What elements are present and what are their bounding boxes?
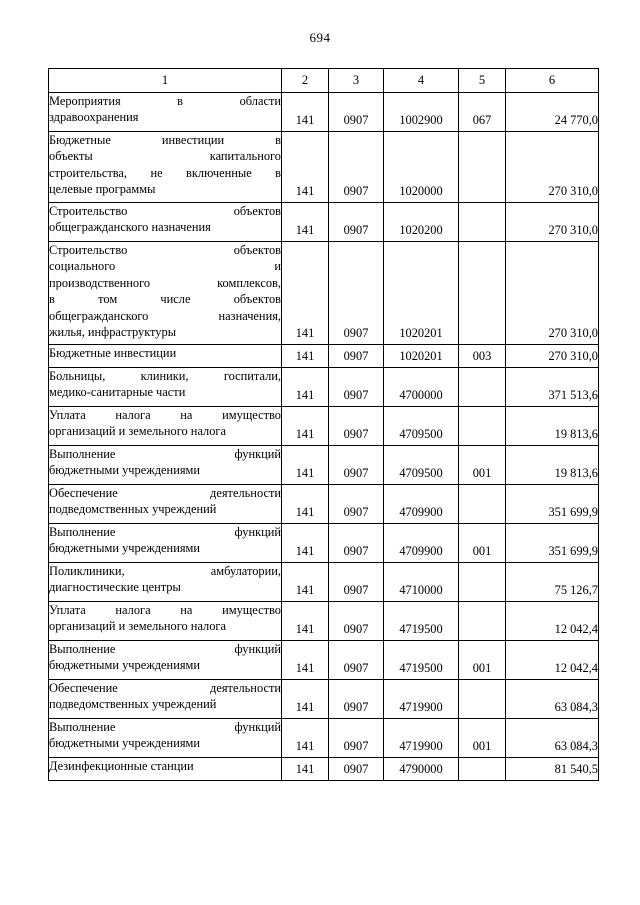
row-amount: 12 042,4 (506, 641, 599, 680)
row-target-code: 4710000 (384, 563, 459, 602)
row-chapter-code: 141 (282, 641, 329, 680)
row-chapter-code: 141 (282, 242, 329, 345)
row-amount: 270 310,0 (506, 203, 599, 242)
row-amount: 270 310,0 (506, 242, 599, 345)
row-target-code: 4709900 (384, 485, 459, 524)
row-target-code: 1020200 (384, 203, 459, 242)
row-expense-type-code (459, 758, 506, 781)
row-label-line: здравоохранения (49, 110, 139, 125)
row-target-code: 4700000 (384, 368, 459, 407)
row-label-line: бюджетными учреждениями (49, 658, 200, 673)
row-expense-type-code (459, 680, 506, 719)
table-row (49, 345, 599, 368)
row-target-code: 4719500 (384, 602, 459, 641)
table-row (49, 93, 599, 132)
row-label-line: Дезинфекционные станции (49, 759, 194, 773)
row-label-line: общегражданского назначения (49, 220, 211, 235)
column-header-3: 3 (329, 69, 384, 93)
row-label-line: Больницы, клиники, госпитали, (49, 369, 281, 383)
row-chapter-code: 141 (282, 485, 329, 524)
row-chapter-code: 141 (282, 758, 329, 781)
table-row (49, 485, 599, 524)
row-label-line: бюджетными учреждениями (49, 463, 200, 478)
column-header-5: 5 (459, 69, 506, 93)
row-label (49, 345, 282, 368)
row-target-code: 4719900 (384, 680, 459, 719)
row-label-line: в том числе объектов (49, 292, 281, 307)
row-expense-type-code (459, 132, 506, 203)
row-label (49, 602, 282, 641)
row-target-code: 4719900 (384, 719, 459, 758)
row-label (49, 680, 282, 719)
row-section-code: 0907 (329, 680, 384, 719)
row-section-code: 0907 (329, 524, 384, 563)
table-row (49, 524, 599, 563)
row-label-line: Выполнение функций (49, 720, 281, 734)
row-target-code: 1020201 (384, 242, 459, 345)
row-amount: 81 540,5 (506, 758, 599, 781)
row-section-code: 0907 (329, 203, 384, 242)
table-row (49, 407, 599, 446)
row-label (49, 203, 282, 242)
table-row (49, 132, 599, 203)
row-label-line: Строительство объектов (49, 243, 281, 257)
row-label-line: строительства, не включенные в (49, 165, 281, 180)
row-chapter-code: 141 (282, 407, 329, 446)
column-header-2: 2 (282, 69, 329, 93)
row-label (49, 719, 282, 758)
row-expense-type-code: 001 (459, 719, 506, 758)
row-expense-type-code: 003 (459, 345, 506, 368)
row-section-code: 0907 (329, 719, 384, 758)
row-amount: 270 310,0 (506, 132, 599, 203)
row-expense-type-code: 001 (459, 641, 506, 680)
row-chapter-code: 141 (282, 563, 329, 602)
table-body (49, 93, 599, 781)
row-chapter-code: 141 (282, 368, 329, 407)
row-label-line: организаций и земельного налога (49, 619, 227, 634)
row-label-line: Выполнение функций (49, 642, 281, 656)
row-label-line: Уплата налога на имущество (49, 603, 281, 617)
row-section-code: 0907 (329, 758, 384, 781)
table-row (49, 563, 599, 602)
row-chapter-code: 141 (282, 680, 329, 719)
row-label-line: медико-санитарные части (49, 385, 186, 400)
row-label-line: жилья, инфраструктуры (49, 324, 177, 339)
row-section-code: 0907 (329, 602, 384, 641)
budget-table-container (48, 68, 598, 781)
row-chapter-code: 141 (282, 345, 329, 368)
row-chapter-code: 141 (282, 524, 329, 563)
row-amount: 351 699,9 (506, 524, 599, 563)
row-amount: 63 084,3 (506, 719, 599, 758)
row-label-line: объекты капитального (49, 149, 281, 164)
row-label-line: общегражданского назначения, (49, 308, 281, 323)
row-target-code: 1002900 (384, 93, 459, 132)
row-label (49, 641, 282, 680)
table-header-row (49, 69, 599, 93)
row-label-line: Мероприятия в области (49, 94, 281, 108)
budget-table (48, 68, 599, 781)
table-row (49, 368, 599, 407)
row-label-line: Обеспечение деятельности (49, 681, 281, 695)
row-label-line: производственного комплексов, (49, 275, 281, 290)
row-label-line: Уплата налога на имущество (49, 408, 281, 422)
row-section-code: 0907 (329, 446, 384, 485)
row-label-line: подведомственных учреждений (49, 697, 217, 712)
row-label-line: бюджетными учреждениями (49, 736, 200, 751)
row-label (49, 485, 282, 524)
row-label-line: бюджетными учреждениями (49, 541, 200, 556)
row-chapter-code: 141 (282, 719, 329, 758)
row-label (49, 524, 282, 563)
row-amount: 12 042,4 (506, 602, 599, 641)
row-chapter-code: 141 (282, 132, 329, 203)
row-chapter-code: 141 (282, 93, 329, 132)
row-label-line: Выполнение функций (49, 447, 281, 461)
row-label-line: социального и (49, 259, 281, 274)
table-row (49, 602, 599, 641)
column-header-4: 4 (384, 69, 459, 93)
table-row (49, 680, 599, 719)
row-section-code: 0907 (329, 563, 384, 602)
table-row (49, 446, 599, 485)
row-amount: 63 084,3 (506, 680, 599, 719)
row-section-code: 0907 (329, 242, 384, 345)
table-row (49, 719, 599, 758)
row-expense-type-code: 001 (459, 446, 506, 485)
row-expense-type-code (459, 368, 506, 407)
row-label-line: Выполнение функций (49, 525, 281, 539)
row-expense-type-code (459, 563, 506, 602)
row-expense-type-code (459, 407, 506, 446)
row-expense-type-code (459, 242, 506, 345)
row-amount: 75 126,7 (506, 563, 599, 602)
row-label-line: Бюджетные инвестиции (49, 346, 177, 360)
row-chapter-code: 141 (282, 602, 329, 641)
row-label-line: Поликлиники, амбулатории, (49, 564, 281, 578)
table-header (49, 69, 599, 93)
row-expense-type-code (459, 485, 506, 524)
row-expense-type-code: 001 (459, 524, 506, 563)
row-amount: 351 699,9 (506, 485, 599, 524)
row-amount: 19 813,6 (506, 407, 599, 446)
row-label-line: организаций и земельного налога (49, 424, 227, 439)
row-chapter-code: 141 (282, 203, 329, 242)
row-target-code: 1020000 (384, 132, 459, 203)
row-label (49, 563, 282, 602)
row-label (49, 132, 282, 203)
table-row (49, 641, 599, 680)
row-section-code: 0907 (329, 93, 384, 132)
row-label-line: подведомственных учреждений (49, 502, 217, 517)
row-target-code: 4709500 (384, 446, 459, 485)
column-header-6: 6 (506, 69, 599, 93)
row-target-code: 4719500 (384, 641, 459, 680)
row-section-code: 0907 (329, 485, 384, 524)
row-label (49, 407, 282, 446)
row-section-code: 0907 (329, 132, 384, 203)
row-section-code: 0907 (329, 368, 384, 407)
row-label (49, 758, 282, 781)
row-section-code: 0907 (329, 407, 384, 446)
row-label-line: Обеспечение деятельности (49, 486, 281, 500)
row-label (49, 242, 282, 345)
table-row (49, 758, 599, 781)
row-target-code: 4709900 (384, 524, 459, 563)
row-label-line: целевые программы (49, 182, 156, 197)
row-label (49, 368, 282, 407)
row-label (49, 93, 282, 132)
table-row (49, 203, 599, 242)
row-target-code: 1020201 (384, 345, 459, 368)
page-number: 694 (309, 30, 331, 45)
row-amount: 371 513,6 (506, 368, 599, 407)
row-amount: 24 770,0 (506, 93, 599, 132)
row-chapter-code: 141 (282, 446, 329, 485)
row-label-line: Строительство объектов (49, 204, 281, 218)
row-target-code: 4709500 (384, 407, 459, 446)
column-header-1: 1 (49, 69, 282, 93)
row-label (49, 446, 282, 485)
row-expense-type-code: 067 (459, 93, 506, 132)
row-target-code: 4790000 (384, 758, 459, 781)
row-expense-type-code (459, 602, 506, 641)
row-amount: 19 813,6 (506, 446, 599, 485)
row-expense-type-code (459, 203, 506, 242)
row-section-code: 0907 (329, 641, 384, 680)
row-amount: 270 310,0 (506, 345, 599, 368)
row-label-line: Бюджетные инвестиции в (49, 133, 281, 147)
table-row (49, 242, 599, 345)
row-section-code: 0907 (329, 345, 384, 368)
row-label-line: диагностические центры (49, 580, 181, 595)
